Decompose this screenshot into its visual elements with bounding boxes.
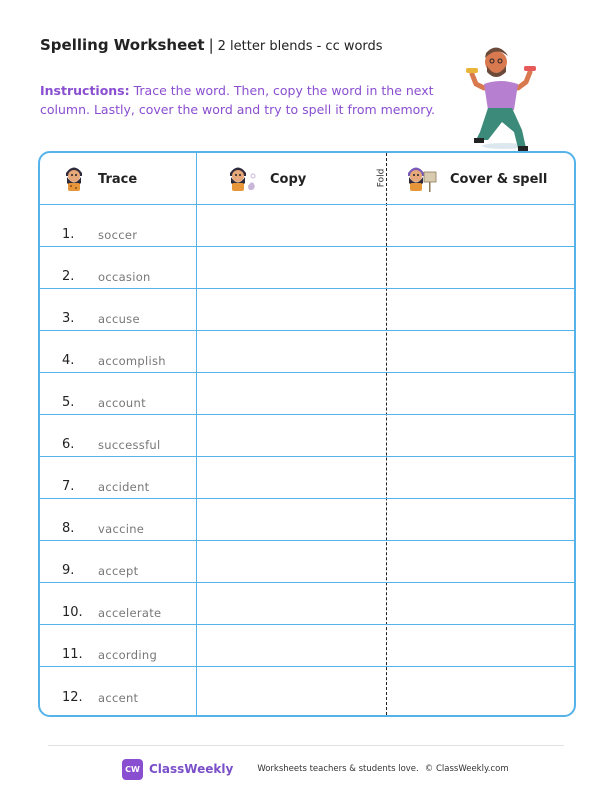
trace-word: accomplish <box>98 354 166 368</box>
row-number: 5. <box>62 395 75 410</box>
column-header-cover-spell <box>404 153 547 205</box>
caveman-pet-icon <box>226 164 258 194</box>
trace-word: accept <box>98 564 139 578</box>
footer-divider <box>48 745 564 746</box>
column-header-copy <box>226 153 306 205</box>
trace-word: accuse <box>98 312 140 326</box>
fold-label: Fold <box>376 168 387 188</box>
table-row <box>40 583 574 625</box>
footer <box>122 757 509 781</box>
row-number: 8. <box>62 521 75 536</box>
trace-word: according <box>98 648 158 662</box>
footer-tagline: Worksheets teachers & students love. <box>257 764 419 774</box>
row-number: 2. <box>62 269 75 284</box>
table-row <box>40 289 574 331</box>
trace-word: accident <box>98 480 150 494</box>
row-number: 4. <box>62 353 75 368</box>
table-row <box>40 457 574 499</box>
footer-copyright: © ClassWeekly.com <box>424 764 509 774</box>
caveman-sign-icon <box>404 164 438 194</box>
table-row <box>40 499 574 541</box>
trace-word: vaccine <box>98 522 145 536</box>
brand-name: ClassWeekly <box>149 762 234 776</box>
table-row <box>40 373 574 415</box>
table-row <box>40 541 574 583</box>
table-row <box>40 331 574 373</box>
table-row <box>40 247 574 289</box>
instructions <box>40 81 450 119</box>
table-row <box>40 415 574 457</box>
row-number: 3. <box>62 311 75 326</box>
trace-word: occasion <box>98 270 151 284</box>
classweekly-logo-icon: CW <box>122 759 143 780</box>
table-row <box>40 625 574 667</box>
page-subtitle: 2 letter blends - cc words <box>217 39 383 54</box>
trace-word: accelerate <box>98 606 162 620</box>
instructions-label: Instructions: <box>40 83 130 98</box>
worksheet-table <box>38 151 576 717</box>
row-number: 1. <box>62 227 75 242</box>
fitness-man-illustration <box>462 44 542 156</box>
caveman-icon <box>62 164 86 194</box>
column-header-label: Trace <box>98 171 138 187</box>
trace-word: account <box>98 396 146 410</box>
worksheet-header <box>40 36 383 54</box>
column-header-trace <box>62 153 137 205</box>
table-row <box>40 205 574 247</box>
trace-word: accent <box>98 691 139 705</box>
title-separator: | <box>208 36 214 54</box>
row-number: 9. <box>62 563 75 578</box>
row-number: 12. <box>62 690 83 705</box>
column-header-label: Cover & spell <box>450 171 548 187</box>
row-number: 11. <box>62 647 83 662</box>
row-number: 6. <box>62 437 75 452</box>
row-number: 10. <box>62 605 83 620</box>
page-title: Spelling Worksheet <box>40 36 205 54</box>
table-row <box>40 667 574 709</box>
trace-word: successful <box>98 438 161 452</box>
trace-word: soccer <box>98 228 138 242</box>
table-header <box>40 153 574 205</box>
row-number: 7. <box>62 479 75 494</box>
column-header-label: Copy <box>270 171 307 187</box>
instructions-text: Trace the word. Then, copy the word in the next column. Lastly, cover the word and try to spell it from memory. <box>40 83 436 117</box>
